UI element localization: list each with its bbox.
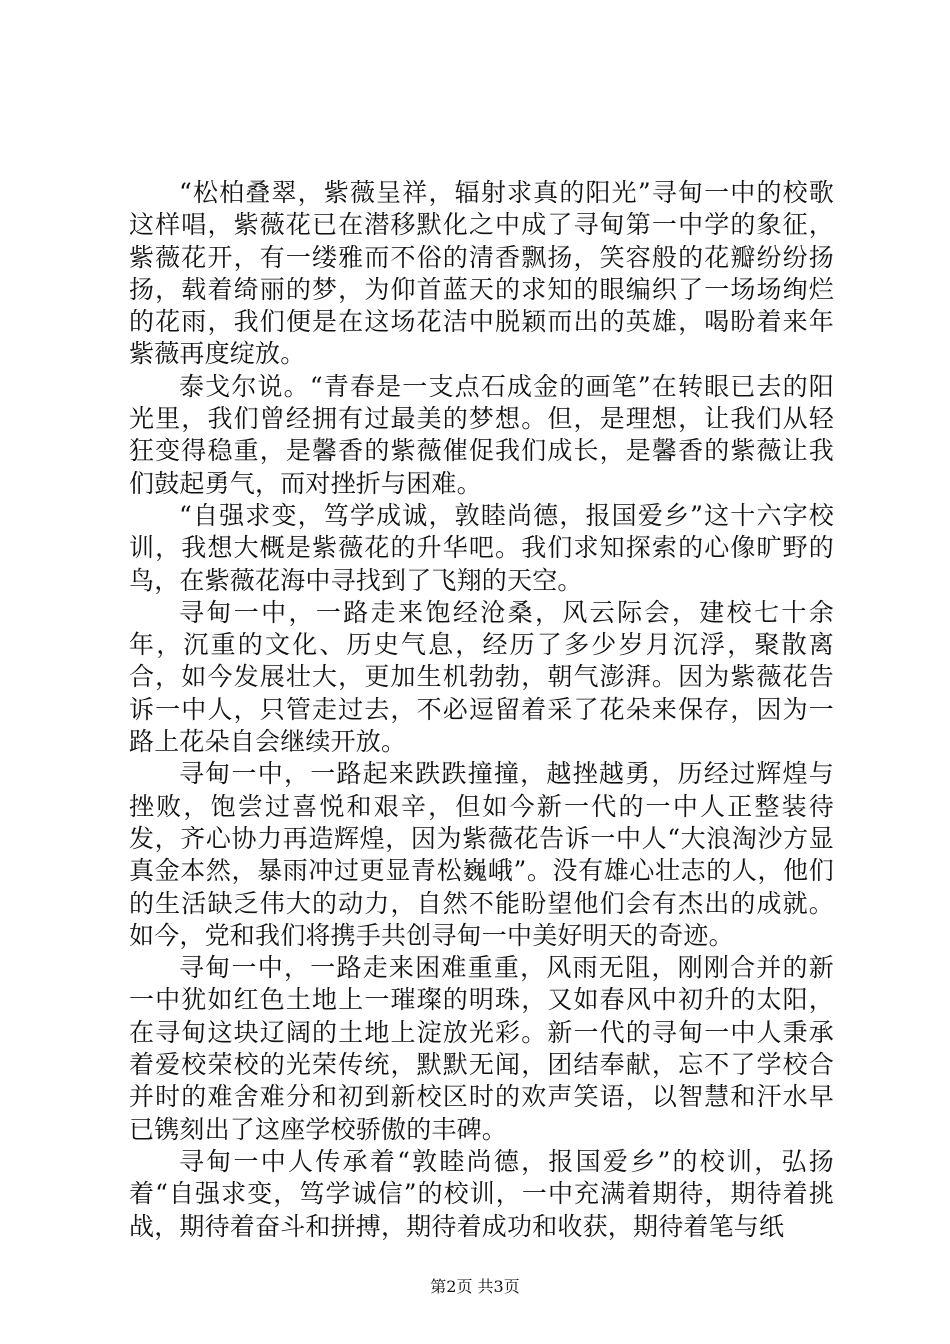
paragraph-3: “自强求变，笃学成诚，敦睦尚德，报国爱乡”这十六字校训，我想大概是紫薇花的升华吧。我们求知探索的心像旷野的鸟，在紫薇花海中寻找到了飞翔的天空。 bbox=[129, 500, 834, 595]
page-number-footer: 第2页 共3页 bbox=[430, 1277, 520, 1296]
document-body bbox=[129, 177, 834, 1243]
paragraph-2: 泰戈尔说。“青春是一支点石成金的画笔”在转眼已去的阳光里，我们曾经拥有过最美的梦想。但，是理想，让我们从轻狂变得稳重，是馨香的紫薇催促我们成长，是馨香的紫薇让我们鼓起勇气，而对挫折与困难。 bbox=[129, 371, 834, 498]
paragraph-4: 寻甸一中，一路走来饱经沧桑，风云际会，建校七十余年，沉重的文化、历史气息，经历了多少岁月沉浮，聚散离合，如今发展壮大，更加生机勃勃，朝气澎湃。因为紫薇花告诉一中人，只管走过去，不必逗留着采了花朵来保存，因为一路上花朵自会继续开放。 bbox=[129, 597, 834, 757]
paragraph-1: “松柏叠翠，紫薇呈祥，辐射求真的阳光”寻甸一中的校歌这样唱，紫薇花已在潜移默化之中成了寻甸第一中学的象征，紫薇花开，有一缕雅而不俗的清香飘扬，笑容般的花瓣纷纷扬扬，载着绮丽的梦，为仰首蓝天的求知的眼编织了一场场绚烂的花雨，我们便是在这场花洁中脱颖而出的英雄，喝盼着来年紫薇再度绽放。 bbox=[129, 178, 834, 369]
paragraph-7: 寻甸一中人传承着“敦睦尚德，报国爱乡”的校训，弘扬着“自强求变，笃学诚信”的校训，一中充满着期待，期待着挑战，期待着奋斗和拼搏，期待着成功和收获，期待着笔与纸 bbox=[129, 1146, 834, 1241]
paragraph-6: 寻甸一中，一路走来困难重重，风雨无阻，刚刚合并的新一中犹如红色土地上一璀璨的明珠，又如春风中初升的太阳，在寻甸这块辽阔的土地上淀放光彩。新一代的寻甸一中人秉承着爱校荣校的光荣传统，默默无闻，团结奉献，忘不了学校合并时的难舍难分和初到新校区时的欢声笑语，以智慧和汗水早已镌刻出了这座学校骄傲的丰碑。 bbox=[129, 953, 834, 1144]
paragraph-5: 寻甸一中，一路起来跌跌撞撞，越挫越勇，历经过辉煌与挫败，饱尝过喜悦和艰辛，但如今新一代的一中人正整装待发，齐心协力再造辉煌，因为紫薇花告诉一中人“大浪淘沙方显真金本然，暴雨冲过更显青松巍峨”。没有雄心壮志的人，他们的生活缺乏伟大的动力，自然不能盼望他们会有杰出的成就。如今，党和我们将携手共创寻甸一中美好明天的奇迹。 bbox=[129, 759, 834, 950]
